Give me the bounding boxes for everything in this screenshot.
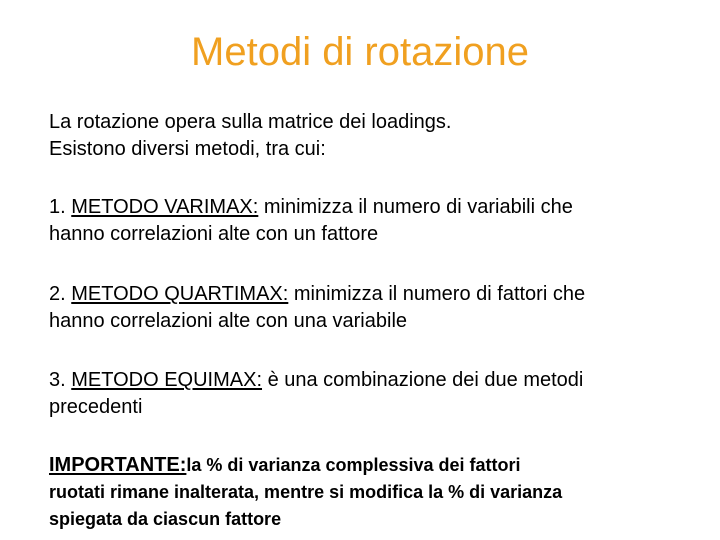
method-line-1	[49, 194, 709, 221]
method-description: minimizza il numero di variabili che	[258, 196, 573, 218]
method-item-quartimax	[49, 281, 709, 335]
method-name: METODO QUARTIMAX:	[71, 283, 289, 305]
intro-line-2: Esistono diversi metodi, tra cui:	[49, 138, 326, 160]
method-item-equimax	[49, 367, 709, 421]
method-number: 1.	[49, 196, 72, 218]
method-number: 2.	[49, 283, 72, 305]
method-name: METODO VARIMAX:	[71, 196, 259, 218]
method-description: minimizza il numero di fattori che	[288, 283, 586, 305]
intro-paragraph	[49, 109, 709, 163]
important-label: IMPORTANTE:	[49, 454, 187, 476]
method-line-2: hanno correlazioni alte con un fattore	[49, 223, 379, 245]
intro-line-1: La rotazione opera sulla matrice dei loadings.	[49, 111, 452, 133]
important-note	[49, 452, 709, 533]
important-line-1	[49, 452, 709, 479]
method-line-1	[49, 367, 709, 394]
method-line-2: hanno correlazioni alte con una variabile	[49, 310, 408, 332]
important-line-3: spiegata da ciascun fattore	[49, 509, 282, 529]
method-item-varimax	[49, 194, 709, 248]
method-line-1	[49, 281, 709, 308]
important-text: la % di varianza complessiva dei fattori	[186, 455, 521, 475]
method-line-2: precedenti	[49, 396, 143, 418]
method-description: è una combinazione dei due metodi	[262, 369, 584, 391]
method-name: METODO EQUIMAX:	[71, 369, 263, 391]
important-line-2: ruotati rimane inalterata, mentre si modifica la % di varianza	[49, 482, 563, 502]
method-number: 3.	[49, 369, 72, 391]
slide-title: Metodi di rotazione	[191, 30, 529, 74]
